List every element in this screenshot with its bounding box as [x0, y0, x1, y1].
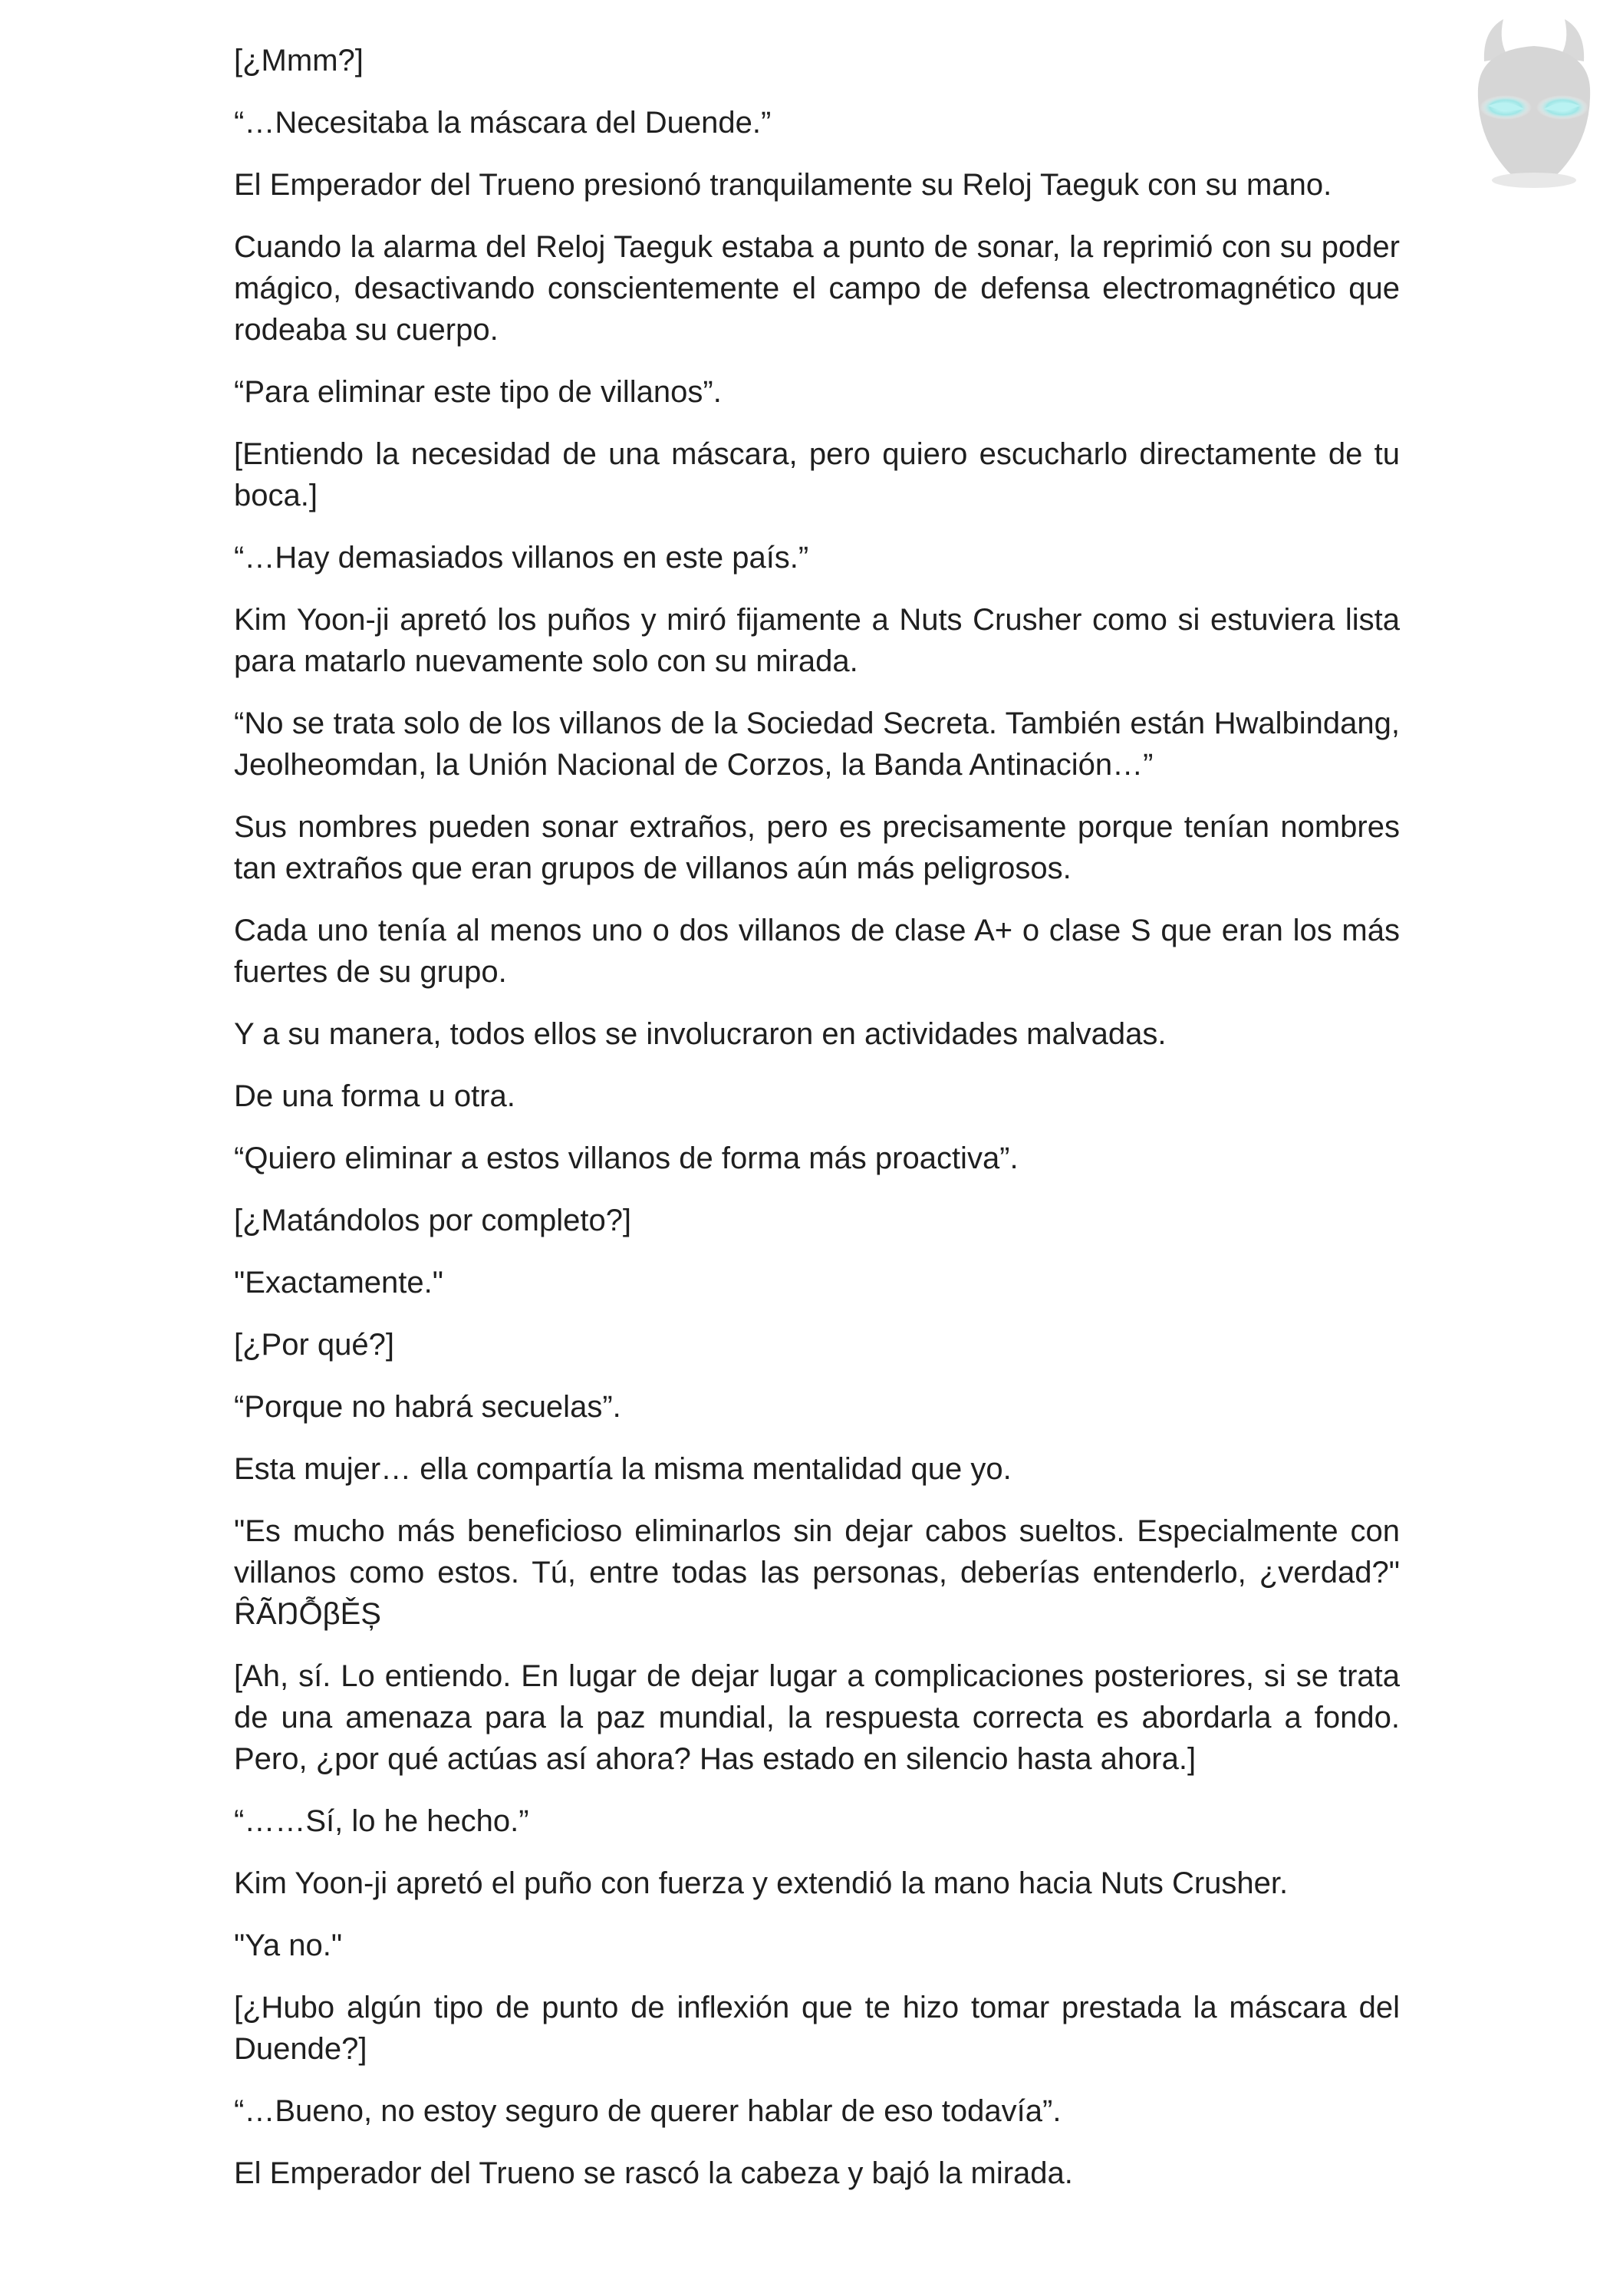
paragraph: "Ya no."	[234, 1929, 343, 1962]
paragraph: [¿Mmm?]	[234, 44, 364, 77]
paragraph: “…Hay demasiados villanos en este país.”	[234, 541, 809, 575]
paragraph: “Porque no habrá secuelas”.	[234, 1390, 621, 1424]
paragraph: “……Sí, lo he hecho.”	[234, 1804, 529, 1838]
paragraph: El Emperador del Trueno presionó tranquilamente su Reloj Taeguk con su mano.	[234, 168, 1332, 202]
paragraph: De una forma u otra.	[234, 1079, 515, 1113]
paragraph: [¿Matándolos por completo?]	[234, 1204, 632, 1237]
paragraph: Esta mujer… ella compartía la misma mentalidad que yo.	[234, 1452, 1012, 1486]
paragraph: [Entiendo la necesidad de una máscara, pero quiero escucharlo directamente de tu boca.]	[234, 437, 1400, 512]
paragraph: “…Necesitaba la máscara del Duende.”	[234, 106, 772, 140]
paragraph: "Es mucho más beneficioso eliminarlos sin dejar cabos sueltos. Especialmente con villanos como estos. Tú, entre todas las personas, deberías entenderlo, ¿verdad?" ȒÃŊỖβĚȘ	[234, 1514, 1400, 1631]
paragraph: Y a su manera, todos ellos se involucraron en actividades malvadas.	[234, 1017, 1167, 1051]
paragraph: [¿Por qué?]	[234, 1328, 395, 1362]
paragraph: Sus nombres pueden sonar extraños, pero es precisamente porque tenían nombres tan extraños que eran grupos de villanos aún más peligrosos.	[234, 810, 1400, 885]
paragraph: “No se trata solo de los villanos de la Sociedad Secreta. También están Hwalbindang, Jeolheomdan, la Unión Nacional de Corzos, la Banda Antinación…”	[234, 707, 1400, 782]
paragraph: [¿Hubo algún tipo de punto de inflexión que te hizo tomar prestada la máscara del Duende?]	[234, 1991, 1400, 2066]
paragraph: "Exactamente."	[234, 1266, 443, 1300]
paragraph: Kim Yoon-ji apretó los puños y miró fijamente a Nuts Crusher como si estuviera lista para matarlo nuevamente solo con su mirada.	[234, 603, 1400, 678]
paragraph: Kim Yoon-ji apretó el puño con fuerza y extendió la mano hacia Nuts Crusher.	[234, 1866, 1289, 1900]
demon-mask-logo-icon	[1461, 15, 1607, 192]
paragraph: “Para eliminar este tipo de villanos”.	[234, 375, 722, 409]
paragraph: [Ah, sí. Lo entiendo. En lugar de dejar lugar a complicaciones posteriores, si se trata de una amenaza para la paz mundial, la respuesta correcta es abordarla a fondo. Pero, ¿por qué actúas así ahora? Has estado en silencio hasta ahora.]	[234, 1659, 1400, 1776]
paragraph: “Quiero eliminar a estos villanos de forma más proactiva”.	[234, 1141, 1019, 1175]
paragraph: Cada uno tenía al menos uno o dos villanos de clase A+ o clase S que eran los más fuertes de su grupo.	[234, 914, 1400, 989]
paragraph: El Emperador del Trueno se rascó la cabeza y bajó la mirada.	[234, 2156, 1073, 2190]
paragraph: Cuando la alarma del Reloj Taeguk estaba a punto de sonar, la reprimió con su poder mágico, desactivando conscientemente el campo de defensa electromagnético que rodeaba su cuerpo.	[234, 230, 1400, 347]
chapter-text	[234, 40, 1400, 2215]
paragraph: “…Bueno, no estoy seguro de querer hablar de eso todavía”.	[234, 2094, 1062, 2128]
